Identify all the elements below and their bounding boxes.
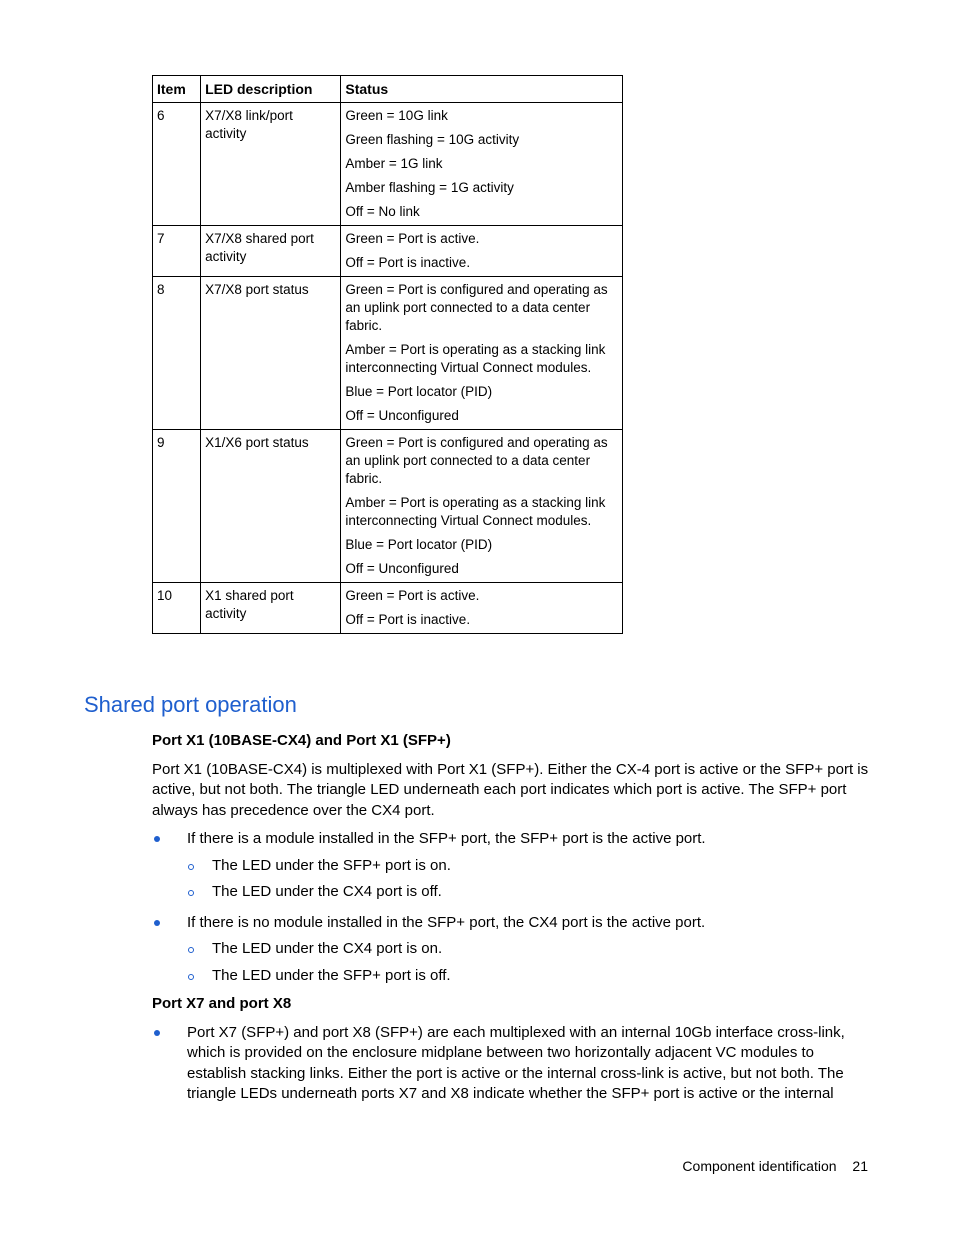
status-line: Amber = Port is operating as a stacking link interconnecting Virtual Connect modules. [345, 342, 606, 375]
status-line: Green = Port is configured and operating as an uplink port connected to a data center fabric. [345, 435, 608, 486]
status-line: Amber = Port is operating as a stacking link interconnecting Virtual Connect modules. [345, 495, 606, 528]
sub-bullet-ring-icon [188, 974, 194, 980]
sub-bullet-item [152, 966, 872, 987]
header-led-description: LED description [201, 76, 341, 103]
status-line: Off = Port is inactive. [345, 612, 471, 627]
status-line: Blue = Port locator (PID) [345, 384, 493, 399]
status-line: Amber = 1G link [345, 156, 443, 171]
bullet-dot-icon [154, 836, 160, 842]
status-cell [341, 430, 623, 583]
bullet-text: If there is a module installed in the SFP+ port, the SFP+ port is the active port. [187, 830, 706, 847]
sub-bullet-ring-icon [188, 864, 194, 870]
sub-bullet-text: The LED under the SFP+ port is on. [212, 856, 451, 874]
table-row [153, 277, 623, 430]
section-content [152, 731, 872, 1111]
sub-bullet-item [152, 856, 872, 877]
section-heading: Shared port operation [84, 692, 297, 717]
table-header-row [153, 76, 623, 103]
sub-bullet-item [152, 939, 872, 960]
page-footer [670, 1158, 868, 1174]
sub-bullet-item [152, 882, 872, 903]
status-line: Green = Port is active. [345, 588, 480, 603]
sub-bullet-ring-icon [188, 890, 194, 896]
description-cell: X7/X8 link/port activity [201, 103, 341, 226]
status-line: Green = Port is active. [345, 231, 480, 246]
page-number: 21 [852, 1158, 868, 1174]
status-line: Off = No link [345, 204, 420, 219]
table-row [153, 103, 623, 226]
footer-label: Component identification [682, 1158, 837, 1174]
table-row [153, 226, 623, 277]
description-cell: X1/X6 port status [201, 430, 341, 583]
status-line: Blue = Port locator (PID) [345, 537, 493, 552]
item-cell: 9 [153, 430, 201, 583]
item-cell: 8 [153, 277, 201, 430]
bullet-item [152, 1023, 872, 1105]
bullet-dot-icon [154, 1030, 160, 1036]
sub-bullet-text: The LED under the SFP+ port is off. [212, 966, 451, 984]
status-line: Green = 10G link [345, 108, 448, 123]
paragraph-port-x1: Port X1 (10BASE-CX4) is multiplexed with Port X1 (SFP+). Either the CX-4 port is active or the SFP+ port is active, but not both. The triangle LED underneath each port indicates which port is active. The SFP+ port always has precedence over the CX4 port. [152, 760, 869, 819]
description-cell: X1 shared port activity [201, 583, 341, 634]
subheading-port-x1: Port X1 (10BASE-CX4) and Port X1 (SFP+) [152, 732, 451, 749]
description-cell: X7/X8 shared port activity [201, 226, 341, 277]
status-cell [341, 583, 623, 634]
bullet-dot-icon [154, 920, 160, 926]
status-line: Amber flashing = 1G activity [345, 180, 514, 195]
bullet-text: If there is no module installed in the SFP+ port, the CX4 port is the active port. [187, 913, 706, 931]
table-row [153, 583, 623, 634]
status-line: Off = Port is inactive. [345, 255, 471, 270]
item-cell: 7 [153, 226, 201, 277]
status-cell [341, 277, 623, 430]
header-item: Item [153, 76, 201, 103]
header-status: Status [341, 76, 623, 103]
sub-bullet-ring-icon [188, 947, 194, 953]
status-line: Off = Unconfigured [345, 408, 459, 423]
status-line: Green flashing = 10G activity [345, 132, 520, 147]
status-line: Green = Port is configured and operating as an uplink port connected to a data center fabric. [345, 282, 608, 333]
bullet-item [152, 913, 872, 934]
subheading-port-x7-x8: Port X7 and port X8 [152, 995, 292, 1012]
bullet-item [152, 829, 872, 850]
status-line: Off = Unconfigured [345, 561, 459, 576]
led-status-table [152, 75, 623, 634]
status-cell [341, 226, 623, 277]
item-cell: 6 [153, 103, 201, 226]
item-cell: 10 [153, 583, 201, 634]
sub-bullet-text: The LED under the CX4 port is off. [212, 883, 442, 900]
description-cell: X7/X8 port status [201, 277, 341, 430]
sub-bullet-text: The LED under the CX4 port is on. [212, 940, 443, 957]
bullet-text: Port X7 (SFP+) and port X8 (SFP+) are each multiplexed with an internal 10Gb interface cross-link, which is provided on the enclosure midplane between two horizontally adjacent VC modules to establish stacking links. Either the port is active or the internal cross-link is active, but not both. The triangle LEDs underneath ports X7 and X8 indicate whether the SFP+ port is active or the internal [187, 1023, 845, 1102]
status-cell [341, 103, 623, 226]
table-row [153, 430, 623, 583]
